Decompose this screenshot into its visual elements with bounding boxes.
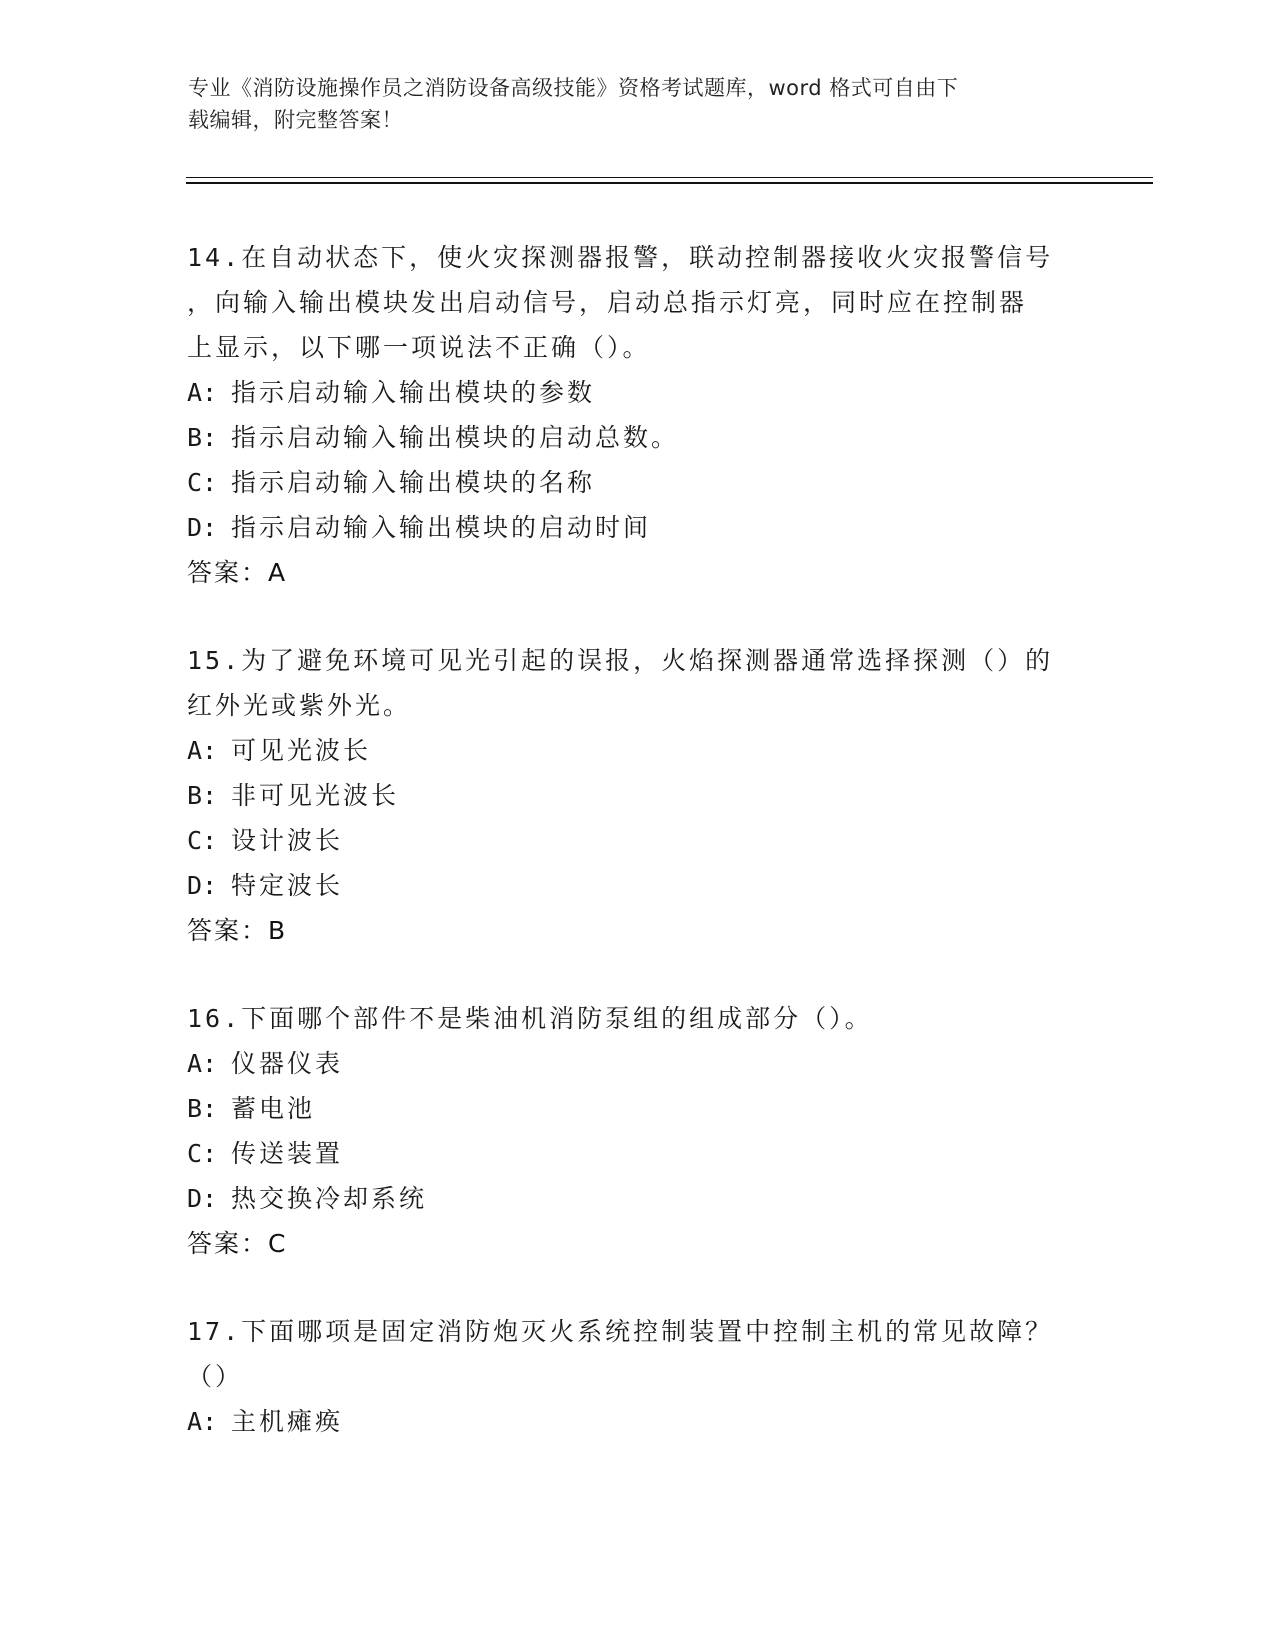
answer-option [187, 818, 1087, 863]
option-text: 传送装置 [231, 1139, 344, 1168]
option-text: 特定波长 [231, 871, 344, 900]
option-text: 主机瘫痪 [231, 1407, 344, 1436]
answer-line: 答案：B [187, 916, 288, 945]
option-key: A: [187, 378, 218, 407]
option-key: B: [187, 423, 218, 452]
option-key: C: [187, 468, 218, 497]
answer-option [187, 415, 1087, 460]
document-header [188, 72, 1068, 136]
option-text: 指示启动输入输出模块的启动总数。 [231, 423, 680, 452]
option-text: 指示启动输入输出模块的参数 [231, 378, 596, 407]
answer-option [187, 863, 1087, 908]
header-line-1: 专业《消防设施操作员之消防设备高级技能》资格考试题库，word 格式可自由下 [188, 76, 959, 100]
option-text: 仪器仪表 [231, 1049, 344, 1078]
answer-option [187, 1086, 1087, 1131]
question-stem-line: 14.在自动状态下，使火灾探测器报警，联动控制器接收火灾报警信号 [187, 243, 1054, 272]
answer-option [187, 1399, 1087, 1444]
option-key: C: [187, 826, 218, 855]
option-key: B: [187, 781, 218, 810]
option-text: 指示启动输入输出模块的启动时间 [231, 513, 652, 542]
question-stem-line: （） [187, 1362, 244, 1391]
answer-option [187, 1131, 1087, 1176]
option-key: A: [187, 1407, 218, 1436]
question-block [187, 638, 1087, 953]
option-key: A: [187, 1049, 218, 1078]
question-stem-line: 15.为了避免环境可见光引起的误报，火焰探测器通常选择探测（）的 [187, 646, 1054, 675]
answer-line: 答案：A [187, 558, 288, 587]
option-key: D: [187, 513, 218, 542]
option-key: B: [187, 1094, 218, 1123]
answer-option [187, 773, 1087, 818]
option-key: A: [187, 736, 218, 765]
question-block [187, 235, 1087, 595]
option-text: 可见光波长 [231, 736, 372, 765]
question-block [187, 996, 1087, 1266]
answer-line: 答案：C [187, 1229, 288, 1258]
answer-option [187, 728, 1087, 773]
question-block [187, 1309, 1087, 1444]
option-text: 设计波长 [231, 826, 344, 855]
header-line-2: 载编辑，附完整答案！ [188, 108, 403, 132]
option-key: D: [187, 1184, 218, 1213]
option-text: 指示启动输入输出模块的名称 [231, 468, 596, 497]
option-text: 蓄电池 [231, 1094, 316, 1123]
question-stem-line: 16.下面哪个部件不是柴油机消防泵组的组成部分（）。 [187, 1004, 873, 1033]
option-text: 非可见光波长 [231, 781, 400, 810]
question-stem-line: ，向输入输出模块发出启动信号，启动总指示灯亮，同时应在控制器 [187, 288, 1028, 317]
answer-option [187, 370, 1087, 415]
answer-option [187, 505, 1087, 550]
answer-option [187, 460, 1087, 505]
question-stem-line: 上显示，以下哪一项说法不正确（）。 [187, 333, 651, 362]
header-rule-thick [186, 182, 1153, 184]
answer-option [187, 1041, 1087, 1086]
answer-option [187, 1176, 1087, 1221]
header-rule-thin [186, 177, 1153, 178]
question-stem-line: 红外光或紫外光。 [187, 691, 412, 720]
option-text: 热交换冷却系统 [231, 1184, 428, 1213]
option-key: C: [187, 1139, 218, 1168]
question-list [187, 235, 1087, 1487]
question-stem-line: 17.下面哪项是固定消防炮灭火系统控制装置中控制主机的常见故障？ [187, 1317, 1054, 1346]
option-key: D: [187, 871, 218, 900]
